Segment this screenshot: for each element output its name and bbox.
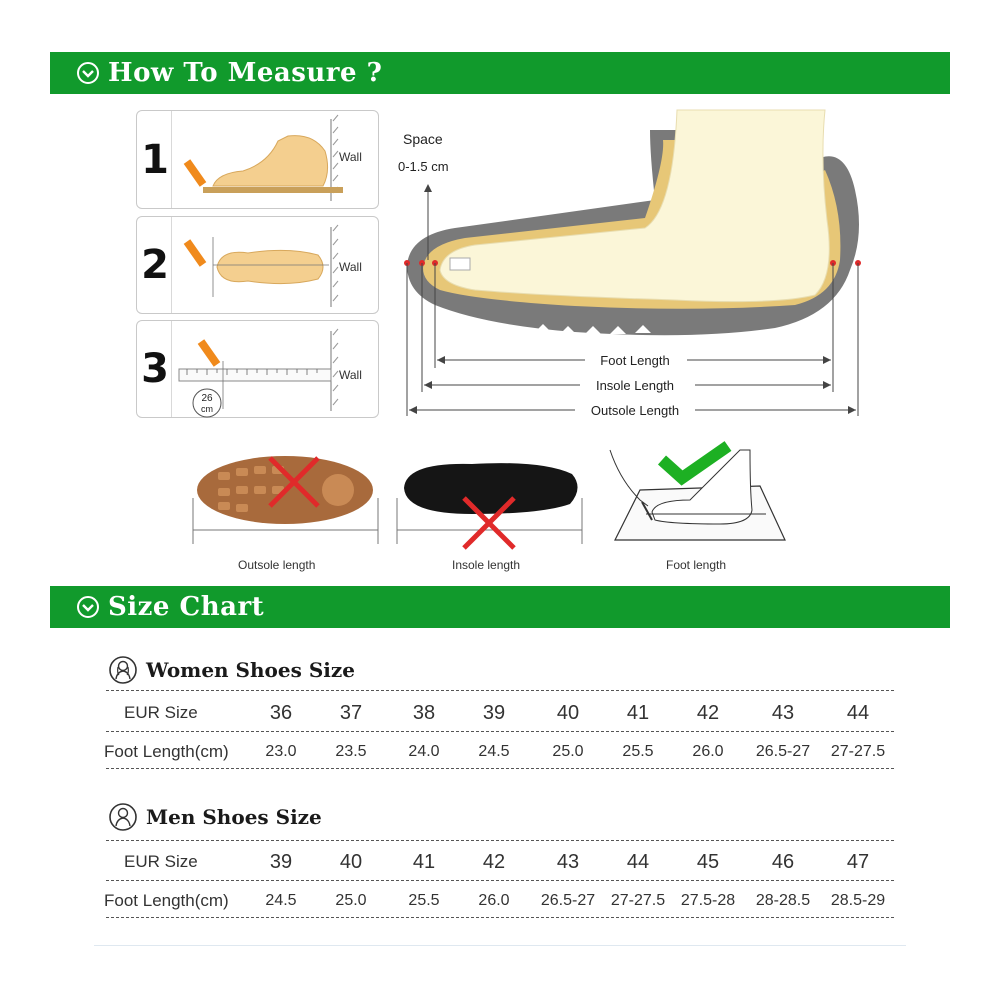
- outsole-example: [188, 440, 383, 555]
- step-number: 1: [139, 111, 172, 208]
- outsole-length-label: Outsole Length: [590, 403, 680, 418]
- men-section-title: [108, 802, 322, 832]
- step-number: 2: [139, 217, 172, 313]
- size-cell: 38: [412, 702, 436, 724]
- size-chart-banner: [50, 586, 950, 628]
- step-1-panel: [136, 110, 379, 209]
- women-section-title: [108, 655, 355, 685]
- size-cell: 46: [771, 851, 795, 873]
- foot-side-illustration: [173, 111, 378, 210]
- size-cell: 39: [482, 702, 506, 724]
- step-number: 3: [139, 321, 172, 417]
- divider: [106, 690, 894, 691]
- insole-example: [392, 440, 587, 555]
- foot-length-caption: Foot length: [666, 558, 727, 572]
- divider: [106, 840, 894, 841]
- foot-length-label: Foot Length: [600, 353, 670, 368]
- divider: [106, 880, 894, 881]
- size-cell: 24.5: [478, 743, 510, 760]
- size-cell: 24.5: [265, 892, 297, 909]
- women-title-text: Women Shoes Size: [146, 658, 355, 682]
- size-cell: 43: [771, 702, 795, 724]
- size-cell: 26.5-27: [755, 743, 811, 760]
- foot-top-illustration: [173, 217, 378, 315]
- size-cell: 37: [339, 702, 363, 724]
- size-cell: 26.5-27: [540, 892, 596, 909]
- eur-size-label: EUR Size: [124, 703, 198, 722]
- men-title-text: Men Shoes Size: [146, 805, 322, 829]
- ruler-reading: 26: [201, 393, 213, 404]
- size-cell: 39: [269, 851, 293, 873]
- wall-label: Wall: [339, 368, 362, 382]
- size-cell: 23.0: [265, 743, 297, 760]
- women-foot-length-row: [104, 734, 896, 770]
- size-cell: 27.5-28: [680, 892, 736, 909]
- ruler-unit: cm: [201, 404, 213, 414]
- size-cell: 44: [846, 702, 870, 724]
- divider: [106, 917, 894, 918]
- size-cell: 27-27.5: [610, 892, 666, 909]
- eur-size-label: EUR Size: [124, 852, 198, 871]
- size-cell: 36: [269, 702, 293, 724]
- man-icon: [108, 802, 138, 832]
- space-value: 0-1.5 cm: [398, 159, 449, 174]
- size-cell: 24.0: [408, 743, 440, 760]
- size-cell: 40: [556, 702, 580, 724]
- size-chart-title: Size Chart: [108, 592, 265, 622]
- size-cell: 23.5: [335, 743, 367, 760]
- size-cell: 42: [482, 851, 506, 873]
- size-cell: 28.5-29: [830, 892, 886, 909]
- women-eur-row: [104, 695, 896, 731]
- size-cell: 27-27.5: [830, 743, 886, 760]
- size-cell: 25.5: [622, 743, 654, 760]
- men-foot-length-row: [104, 883, 896, 919]
- size-cell: 25.0: [335, 892, 367, 909]
- woman-icon: [108, 655, 138, 685]
- step-2-panel: [136, 216, 379, 314]
- footer-divider: [94, 945, 906, 946]
- space-label: Space: [403, 131, 443, 147]
- insole-caption: Insole length: [452, 558, 521, 572]
- divider: [106, 768, 894, 769]
- size-cell: 41: [626, 702, 650, 724]
- size-cell: 25.0: [552, 743, 584, 760]
- ruler-illustration: [173, 321, 378, 419]
- outsole-caption: Outsole length: [238, 558, 316, 572]
- size-cell: 28-28.5: [755, 892, 811, 909]
- size-cell: 43: [556, 851, 580, 873]
- foot-length-label: Foot Length(cm): [104, 891, 229, 910]
- size-cell: 47: [846, 851, 870, 873]
- how-to-measure-banner: [50, 52, 950, 94]
- size-cell: 40: [339, 851, 363, 873]
- size-cell: 44: [626, 851, 650, 873]
- men-eur-row: [104, 844, 896, 880]
- divider: [106, 731, 894, 732]
- foot-example: [600, 440, 790, 555]
- how-to-measure-title: How To Measure ?: [108, 58, 383, 88]
- shoe-measurement-diagram: [395, 100, 870, 430]
- wall-label: Wall: [339, 260, 362, 274]
- chevron-down-circle-icon: [76, 595, 100, 619]
- wall-label: Wall: [339, 150, 362, 164]
- size-cell: 42: [696, 702, 720, 724]
- foot-length-label: Foot Length(cm): [104, 742, 229, 761]
- size-cell: 41: [412, 851, 436, 873]
- size-cell: 25.5: [408, 892, 440, 909]
- size-cell: 26.0: [692, 743, 724, 760]
- insole-length-label: Insole Length: [595, 378, 675, 393]
- step-3-panel: [136, 320, 379, 418]
- size-cell: 26.0: [478, 892, 510, 909]
- size-cell: 45: [696, 851, 720, 873]
- chevron-down-circle-icon: [76, 61, 100, 85]
